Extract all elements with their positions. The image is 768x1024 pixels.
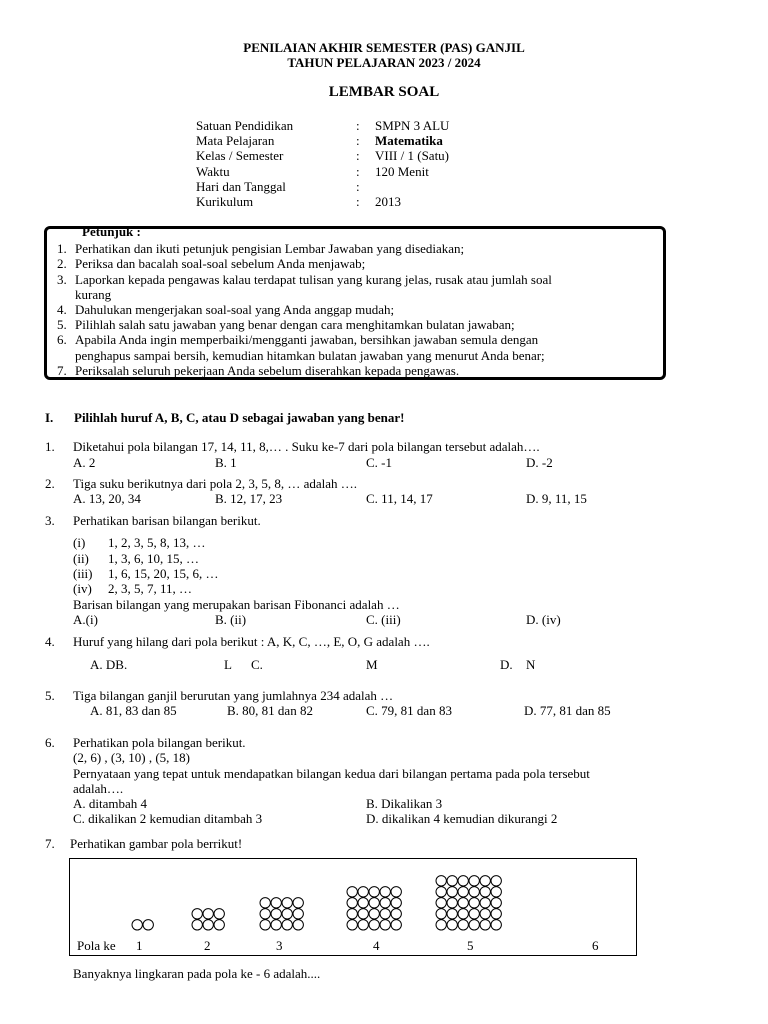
pattern-circle <box>347 887 357 897</box>
option-a[interactable]: A.(i) <box>73 612 98 627</box>
pattern-circle <box>380 909 390 919</box>
question-text: Tiga suku berikutnya dari pola 2, 3, 5, 8, … adalah …. <box>73 476 358 491</box>
pattern-circle <box>347 909 357 919</box>
pattern-number: 4 <box>373 938 380 953</box>
pattern-circle <box>214 920 224 930</box>
instruction-text: Perhatikan dan ikuti petunjuk pengisian Lembar Jawaban yang disediakan; <box>75 241 465 256</box>
identity-label: Satuan Pendidikan <box>196 118 294 133</box>
pattern-circle <box>436 887 446 897</box>
option-b-answer[interactable]: L <box>224 657 232 672</box>
pattern-circle <box>380 887 390 897</box>
option-c[interactable]: C. 79, 81 dan 83 <box>366 703 452 718</box>
instructions-title: Petunjuk : <box>82 224 141 239</box>
option-d[interactable]: D. dikalikan 4 kemudian dikurangi 2 <box>366 811 558 826</box>
pattern-circle <box>469 876 479 886</box>
question-prompt: Banyaknya lingkaran pada pola ke - 6 adalah.... <box>73 966 321 981</box>
identity-value: VIII / 1 (Satu) <box>375 148 450 163</box>
instruction-text-continued: kurang <box>75 287 112 302</box>
pattern-circle <box>282 909 292 919</box>
pattern-circle <box>358 920 368 930</box>
option-b[interactable]: B. Dikalikan 3 <box>366 796 443 811</box>
pattern-circle <box>369 909 379 919</box>
section-number: I. <box>45 410 54 425</box>
pattern-number: 6 <box>592 938 599 953</box>
option-c[interactable]: C. (iii) <box>366 612 401 627</box>
pattern-circle <box>458 898 468 908</box>
pattern-number: 1 <box>136 938 143 953</box>
pattern-circle <box>436 898 446 908</box>
identity-value: 120 Menit <box>375 164 429 179</box>
pattern-circle <box>491 909 501 919</box>
pattern-circle <box>271 909 281 919</box>
option-c[interactable]: C. <box>251 657 263 672</box>
pattern-label: Pola ke <box>77 938 116 953</box>
pattern-circle <box>480 876 490 886</box>
option-d[interactable]: D. 9, 11, 15 <box>526 491 587 506</box>
sequence-value: 2, 3, 5, 7, 11, … <box>108 581 193 596</box>
option-b[interactable]: B. (ii) <box>215 612 247 627</box>
identity-value: 2013 <box>375 194 401 209</box>
pattern-circle <box>391 920 401 930</box>
instruction-text: Laporkan kepada pengawas kalau terdapat tulisan yang kurang jelas, rusak atau jumlah soal <box>75 272 552 287</box>
pattern-circle <box>458 876 468 886</box>
sequence-value: 1, 2, 3, 5, 8, 13, … <box>108 535 206 550</box>
question-number: 6. <box>45 735 55 750</box>
question-number: 1. <box>45 439 55 454</box>
pattern-circle <box>469 898 479 908</box>
pattern-circle <box>391 898 401 908</box>
pattern-number: 3 <box>276 938 283 953</box>
pattern-number: 5 <box>467 938 474 953</box>
question-text: Diketahui pola bilangan 17, 14, 11, 8,… . Suku ke-7 dari pola bilangan tersebut adalah…. <box>73 439 540 454</box>
instruction-number: 5. <box>57 317 67 332</box>
pattern-circle <box>358 887 368 897</box>
question-number: 3. <box>45 513 55 528</box>
pattern-circle <box>203 909 213 919</box>
number-pairs: (2, 6) , (3, 10) , (5, 18) <box>73 750 190 765</box>
option-d[interactable]: D. <box>500 657 513 672</box>
pattern-circle <box>491 920 501 930</box>
pattern-circle <box>436 876 446 886</box>
pattern-circle <box>391 909 401 919</box>
instruction-number: 2. <box>57 256 67 271</box>
question-text: Perhatikan barisan bilangan berikut. <box>73 513 261 528</box>
pattern-circle <box>480 887 490 897</box>
pattern-circle <box>271 898 281 908</box>
question-statement-continued: adalah…. <box>73 781 124 796</box>
identity-colon: : <box>356 118 360 133</box>
pattern-circle <box>369 887 379 897</box>
pattern-circle <box>293 920 303 930</box>
pattern-circle <box>458 887 468 897</box>
pattern-circle <box>458 920 468 930</box>
instruction-text: Periksa dan bacalah soal-soal sebelum Anda menjawab; <box>75 256 366 271</box>
option-b[interactable]: B. 80, 81 dan 82 <box>227 703 313 718</box>
question-number: 5. <box>45 688 55 703</box>
pattern-circle <box>491 887 501 897</box>
instruction-number: 7. <box>57 363 67 378</box>
pattern-circle <box>358 909 368 919</box>
pattern-circle <box>469 909 479 919</box>
exam-header-line1: PENILAIAN AKHIR SEMESTER (PAS) GANJIL <box>243 40 525 55</box>
pattern-circle <box>380 898 390 908</box>
option-c[interactable]: C. 11, 14, 17 <box>366 491 433 506</box>
option-a[interactable]: A. DB. <box>90 657 128 672</box>
pattern-circle <box>192 909 202 919</box>
pattern-circle <box>480 920 490 930</box>
sequence-label: (iii) <box>73 566 93 581</box>
pattern-circle <box>214 909 224 919</box>
sequence-label: (iv) <box>73 581 92 596</box>
option-a[interactable]: A. 13, 20, 34 <box>73 491 141 506</box>
question-text: Huruf yang hilang dari pola berikut : A, K, C, …, E, O, G adalah …. <box>73 634 430 649</box>
option-d-answer[interactable]: N <box>526 657 536 672</box>
instruction-text: Dahulukan mengerjakan soal-soal yang Anda anggap mudah; <box>75 302 395 317</box>
identity-value: Matematika <box>375 133 443 148</box>
pattern-circle <box>380 920 390 930</box>
identity-colon: : <box>356 164 360 179</box>
question-text: Perhatikan gambar pola berrikut! <box>70 836 243 851</box>
pattern-circle <box>143 920 153 930</box>
pattern-circle <box>447 898 457 908</box>
question-text: Tiga bilangan ganjil berurutan yang jumlahnya 234 adalah … <box>73 688 394 703</box>
question-number: 7. <box>45 836 55 851</box>
pattern-circle <box>447 920 457 930</box>
pattern-circle <box>447 887 457 897</box>
option-b[interactable]: B. 12, 17, 23 <box>215 491 283 506</box>
question-statement: Pernyataan yang tepat untuk mendapatkan bilangan kedua dari bilangan pertama pada pola tersebut <box>73 766 590 781</box>
pattern-circle <box>347 898 357 908</box>
pattern-circle <box>480 898 490 908</box>
pattern-circle <box>447 909 457 919</box>
pattern-circle <box>480 909 490 919</box>
identity-label: Kelas / Semester <box>196 148 284 163</box>
sequence-value: 1, 6, 15, 20, 15, 6, … <box>108 566 219 581</box>
page-title: LEMBAR SOAL <box>328 84 440 100</box>
option-c-answer[interactable]: M <box>366 657 378 672</box>
pattern-circle <box>260 920 270 930</box>
instruction-text-continued: penghapus sampai bersih, kemudian hitamkan bulatan jawaban yang menurut Anda benar; <box>75 348 545 363</box>
question-number: 2. <box>45 476 55 491</box>
pattern-circle <box>436 920 446 930</box>
pattern-circle <box>491 898 501 908</box>
pattern-circle <box>282 920 292 930</box>
identity-colon: : <box>356 133 360 148</box>
pattern-circle <box>293 898 303 908</box>
option-a[interactable]: A. ditambah 4 <box>73 796 148 811</box>
instruction-number: 3. <box>57 272 67 287</box>
instruction-text: Periksalah seluruh pekerjaan Anda sebelum diserahkan kepada pengawas. <box>75 363 460 378</box>
pattern-circle <box>347 920 357 930</box>
option-d[interactable]: D. 77, 81 dan 85 <box>524 703 611 718</box>
pattern-circle <box>260 898 270 908</box>
identity-label: Hari dan Tanggal <box>196 179 286 194</box>
question-prompt: Barisan bilangan yang merupakan barisan Fibonanci adalah … <box>73 597 400 612</box>
pattern-circle <box>260 909 270 919</box>
sequence-value: 1, 3, 6, 10, 15, … <box>108 551 199 566</box>
instruction-number: 6. <box>57 332 67 347</box>
pattern-circle <box>369 898 379 908</box>
sequence-label: (ii) <box>73 551 89 566</box>
instruction-number: 1. <box>57 241 67 256</box>
pattern-number: 2 <box>204 938 211 953</box>
option-d[interactable]: D. (iv) <box>526 612 561 627</box>
option-d[interactable]: D. -2 <box>526 455 553 470</box>
pattern-circle <box>369 920 379 930</box>
identity-label: Mata Pelajaran <box>196 133 275 148</box>
pattern-circle <box>282 898 292 908</box>
pattern-circle <box>458 909 468 919</box>
instruction-text: Apabila Anda ingin memperbaiki/mengganti jawaban, bersihkan jawaban semula dengan <box>75 332 539 347</box>
section-title: Pilihlah huruf A, B, C, atau D sebagai jawaban yang benar! <box>74 410 405 425</box>
identity-colon: : <box>356 194 360 209</box>
pattern-circle <box>436 909 446 919</box>
pattern-circle <box>469 920 479 930</box>
option-b[interactable]: B. 1 <box>215 455 237 470</box>
instruction-text: Pilihlah salah satu jawaban yang benar dengan cara menghitamkan bulatan jawaban; <box>75 317 515 332</box>
pattern-circle <box>192 920 202 930</box>
question-number: 4. <box>45 634 55 649</box>
identity-colon: : <box>356 179 360 194</box>
pattern-circle <box>491 876 501 886</box>
option-a[interactable]: A. 2 <box>73 455 96 470</box>
exam-header-line2: TAHUN PELAJARAN 2023 / 2024 <box>287 55 481 70</box>
option-c[interactable]: C. -1 <box>366 455 392 470</box>
identity-label: Kurikulum <box>196 194 254 209</box>
option-c[interactable]: C. dikalikan 2 kemudian ditambah 3 <box>73 811 263 826</box>
pattern-circle <box>391 887 401 897</box>
sequence-label: (i) <box>73 535 86 550</box>
pattern-circle <box>358 898 368 908</box>
pattern-circle <box>132 920 142 930</box>
instruction-number: 4. <box>57 302 67 317</box>
identity-colon: : <box>356 148 360 163</box>
pattern-circle <box>271 920 281 930</box>
pattern-circle <box>469 887 479 897</box>
pattern-circle <box>203 920 213 930</box>
identity-value: SMPN 3 ALU <box>375 118 450 133</box>
pattern-circle <box>447 876 457 886</box>
question-text: Perhatikan pola bilangan berikut. <box>73 735 246 750</box>
pattern-circle <box>293 909 303 919</box>
option-a[interactable]: A. 81, 83 dan 85 <box>90 703 177 718</box>
identity-label: Waktu <box>196 164 230 179</box>
